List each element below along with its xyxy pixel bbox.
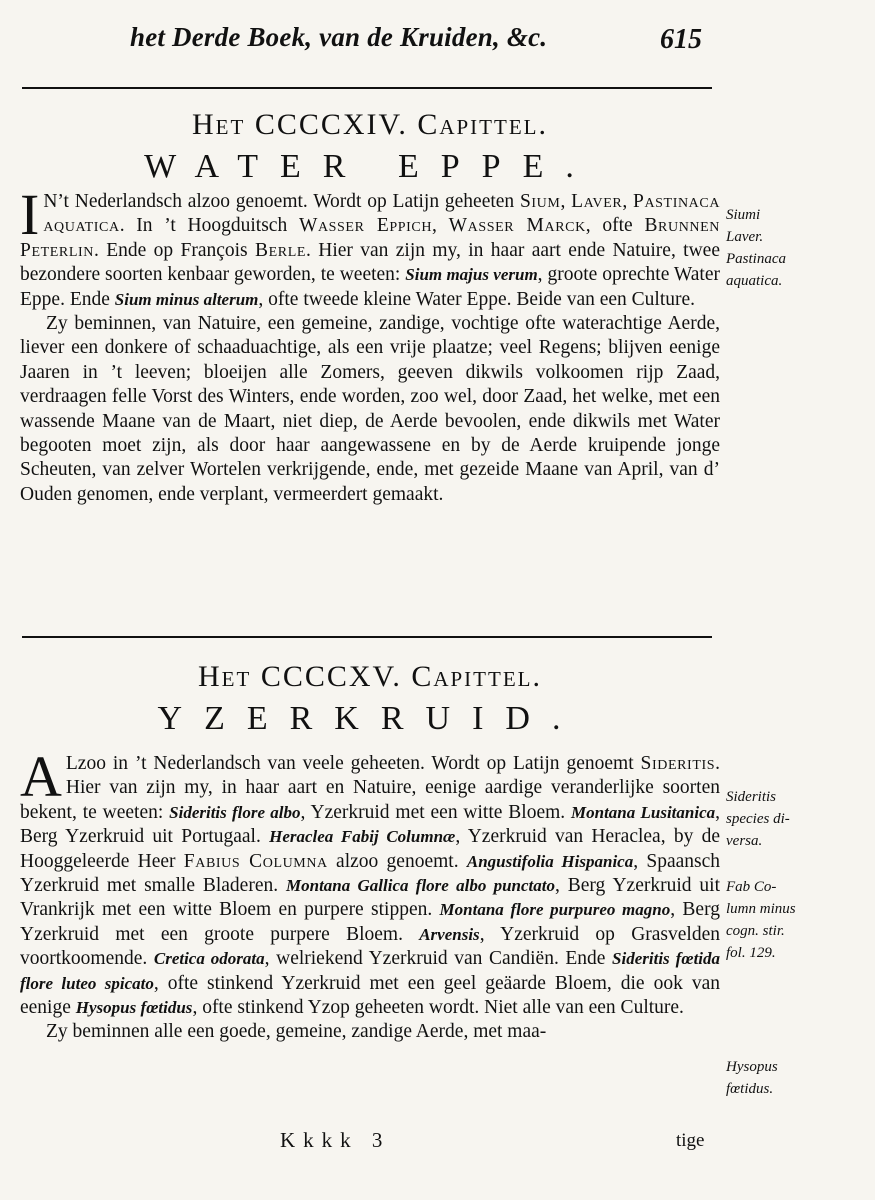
small-caps-term: Laver bbox=[571, 191, 623, 212]
margin-note: versa. bbox=[726, 833, 763, 849]
latin-name: Montana Lusitanica bbox=[571, 802, 716, 822]
top-rule bbox=[22, 87, 712, 89]
latin-name: Hysopus fœtidus bbox=[75, 998, 193, 1018]
latin-name: Montana flore purpureo magno bbox=[439, 900, 671, 920]
chapter-415-paragraph-1 bbox=[20, 744, 721, 1020]
text-run: , bbox=[432, 215, 449, 237]
margin-notes-sideritis bbox=[726, 786, 866, 852]
margin-note: cogn. stir. bbox=[726, 923, 785, 939]
margin-note: fœtidus. bbox=[726, 1081, 774, 1097]
text-run: alzoo genoemt. bbox=[327, 850, 467, 872]
drop-cap: A bbox=[20, 744, 62, 809]
margin-notes-water-eppe bbox=[726, 204, 866, 292]
running-head: het Derde Boek, van de Kruiden, &c. bbox=[130, 22, 548, 52]
latin-name: Sideritis fœtida flore luteo spicato bbox=[20, 949, 721, 993]
small-caps-term: Fabius Columna bbox=[183, 850, 328, 872]
text-run: , ofte tweede kleine Water Eppe. Beide van een Culture. bbox=[258, 288, 696, 310]
small-caps-term: Pastinaca aquatica bbox=[43, 191, 721, 237]
margin-note: Siumi bbox=[726, 207, 761, 223]
latin-name: Sideritis flore albo bbox=[169, 802, 301, 822]
text-run: . In ’t Hoogduitsch bbox=[119, 215, 299, 237]
text-run: , welriekend Yzerkruid van Candiën. Ende bbox=[264, 948, 613, 970]
margin-note: Sideritis bbox=[726, 789, 777, 805]
text-run: , Yzerkruid op Grasvelden voortkoomende. bbox=[20, 923, 720, 970]
drop-cap: I bbox=[20, 182, 40, 247]
chapter-414-paragraph-2: Zy beminnen, van Natuire, een gemeine, zandige, vochtige ofte waterachtige Aerde, liever een donkere of schaaduachtige, als een vrije plaatze; veel Regens; blijven eenige Jaaren in ’t leeven; bloeijen alle Zomers, geeven dikwils volkoomen rijp Zaad, verdraagen felle Vorst des Winters, ende worden, zoo wel, door Zaad, het welke, met een wassende Maane van de Maart, niet diep, de Aerde bevoolen, ende dikwils met Water begooten moet zijn, als door haar aangewassene en by de Aerde kruipende jonge Scheuten, van zelver Wortelen verkrijgende, ende, met gezeide Maane van April, van d’ Ouden genomen, ende verplant, vermeerdert gemaakt. bbox=[20, 313, 720, 505]
latin-name: Cretica odorata bbox=[153, 949, 265, 969]
margin-note: Fab Co- bbox=[726, 879, 777, 895]
text-run: , ofte stinkend Yzerkruid met een geel geäarde Bloem, die ook van eenige bbox=[20, 972, 720, 1019]
chapter-414-name: WATER EPPE. bbox=[144, 148, 596, 185]
margin-note: Laver. bbox=[726, 229, 764, 245]
latin-name: Sium majus verum bbox=[405, 265, 538, 285]
text-run: Lzoo in ’t Nederlandsch van veele geheeten. Wordt op Latijn genoemt bbox=[65, 753, 641, 774]
text-run: , Spaansch Yzerkruid met smalle Bladeren. bbox=[20, 850, 721, 897]
chapter-415-title: Het CCCCXV. Capittel. bbox=[198, 660, 542, 693]
latin-name: Sium minus alterum bbox=[114, 289, 259, 309]
section-rule bbox=[22, 636, 712, 638]
margin-note: fol. 129. bbox=[726, 945, 776, 961]
text-run: , Yzerkruid met een witte Bloem. bbox=[300, 801, 572, 823]
chapter-414-paragraph-1 bbox=[20, 182, 721, 312]
chapter-414-title: Het CCCCXIV. Capittel. bbox=[192, 108, 548, 141]
text-run: N’t Nederlandsch alzoo genoemt. Wordt op Latijn geheeten bbox=[43, 191, 520, 212]
text-run: , ofte stinkend Yzop geheeten wordt. Niet alle van een Culture. bbox=[192, 997, 684, 1019]
catchword: tige bbox=[676, 1130, 705, 1151]
text-run: . Hier van zijn my, in haar aart en Natuire, eenige aardige veranderlijke soorten bekent, te weeten: bbox=[20, 753, 720, 823]
latin-name: Heraclea Fabij Columnæ bbox=[269, 827, 456, 847]
margin-note: lumn minus bbox=[726, 901, 796, 917]
small-caps-term: Sideritis bbox=[640, 753, 716, 774]
margin-note: aquatica. bbox=[726, 273, 783, 289]
margin-note: species di- bbox=[726, 811, 790, 827]
margin-notes-hysopus bbox=[726, 1056, 866, 1100]
text-run: . Ende op François bbox=[93, 239, 256, 261]
small-caps-term: Sium bbox=[519, 191, 561, 212]
small-caps-term: Wasser Marck bbox=[448, 215, 586, 237]
small-caps-term: Brunnen Peterlin bbox=[20, 215, 720, 261]
text-run: . Hier van zijn my, in haar aart ende Natuire, twee bezondere soorten kenbaar geworden, te weeten: bbox=[20, 239, 720, 286]
chapter-414-body bbox=[20, 182, 721, 507]
text-run: , Yzerkruid van Heraclea, by de Hooggeleerde Heer bbox=[20, 826, 720, 872]
text-run: , bbox=[622, 191, 633, 212]
text-run: , bbox=[560, 191, 572, 212]
text-run: , groote oprechte Water Eppe. Ende bbox=[20, 264, 720, 310]
text-run: , Berg Yzerkruid uit Portugaal. bbox=[20, 801, 720, 848]
text-run: , ofte bbox=[585, 215, 645, 237]
margin-note: Pastinaca bbox=[726, 251, 786, 267]
chapter-415-paragraph-2: Zy beminnen alle een goede, gemeine, zandige Aerde, met maa- bbox=[46, 1021, 547, 1043]
text-run: , Berg Yzerkruid uit Vrankrijk met een witte Bloem en purpere stippen. bbox=[20, 875, 720, 921]
latin-name: Arvensis bbox=[419, 924, 480, 944]
chapter-415-body bbox=[20, 744, 721, 1045]
latin-name: Montana Gallica flore albo punctato bbox=[286, 876, 555, 896]
chapter-415-name: YZERKRUID. bbox=[157, 700, 583, 737]
text-run: , Berg Yzerkruid met een groote purpere Bloem. bbox=[20, 899, 720, 945]
margin-note: Hysopus bbox=[726, 1059, 778, 1075]
latin-name: Angustifolia Hispanica bbox=[466, 851, 634, 871]
printer-signature: Kkkk 3 bbox=[280, 1128, 391, 1152]
margin-notes-fabius-columna bbox=[726, 876, 866, 964]
small-caps-term: Berle bbox=[255, 239, 307, 261]
page-number: 615 bbox=[660, 24, 702, 55]
small-caps-term: Wasser Eppich bbox=[298, 215, 433, 237]
